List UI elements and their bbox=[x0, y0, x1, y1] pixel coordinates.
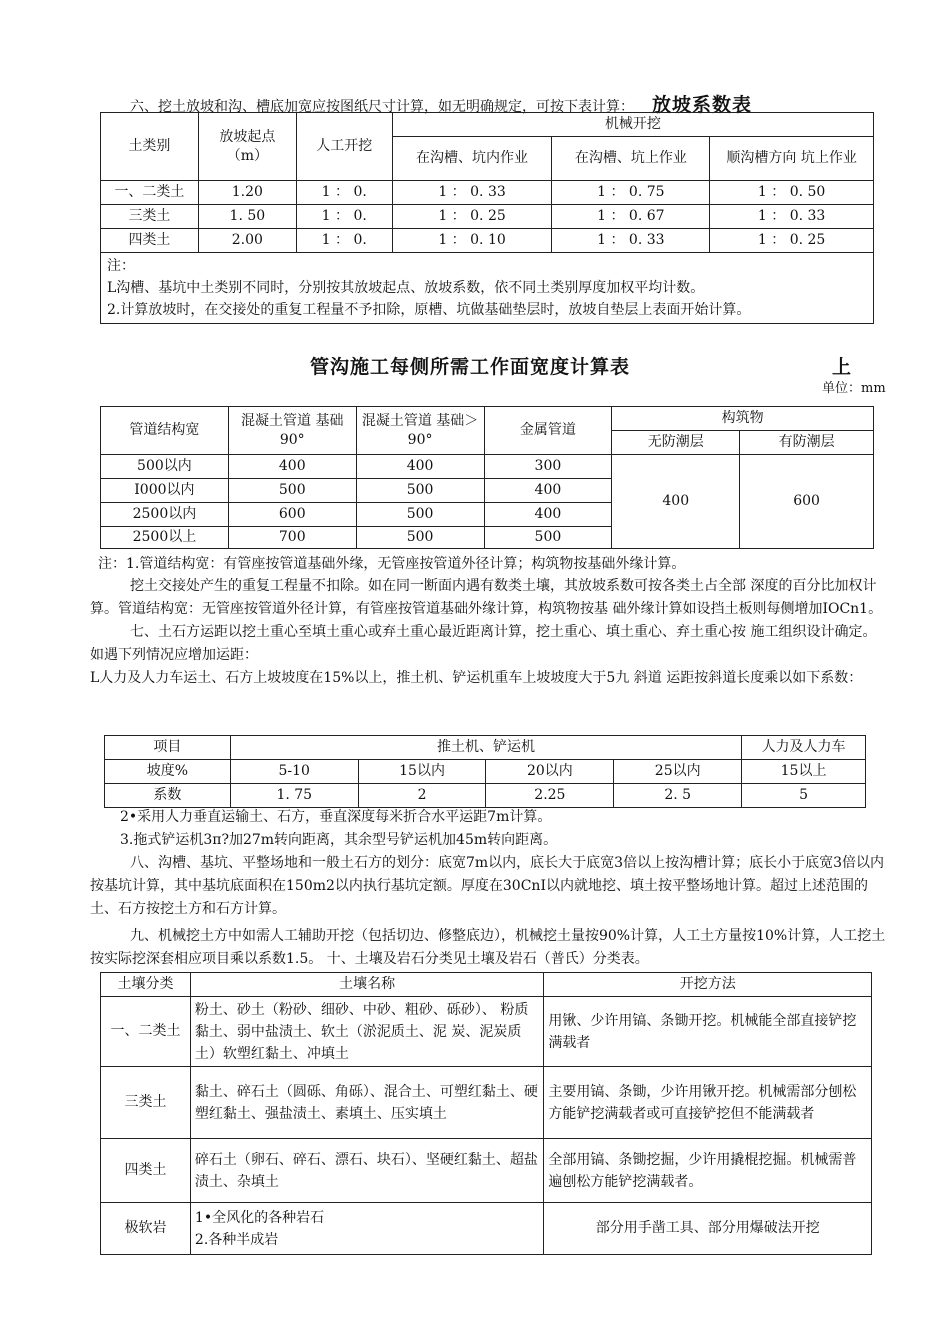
section9-text: 九、机械挖土方中如需人工辅助开挖（包括切边、修整底边），机械挖土量按90%计算，人工土方量按10%计算，人工挖土按实际挖深套相应项目乘以系数1.5。 十、土壤及岩石分类见土壤及岩石（普氏）分类表。 bbox=[90, 928, 886, 967]
header-structure: 构筑物 bbox=[612, 407, 874, 431]
cell-method: 用锹、少许用镐、条锄开挖。机械能全部直接铲挖满载者 bbox=[544, 997, 872, 1067]
header-concrete-gt90: 混凝土管道 基础＞ 90° bbox=[356, 407, 484, 455]
cell-metal: 400 bbox=[484, 479, 612, 503]
cell-cgt90: 400 bbox=[356, 455, 484, 479]
unit-label: 单位：mm bbox=[822, 381, 886, 396]
cell-method: 主要用镐、条锄，少许用锹开挖。机械需部分刨松方能铲挖满载者或可直接铲挖但不能满载者 bbox=[544, 1067, 872, 1139]
side-mark: 上 bbox=[832, 356, 852, 378]
item3-text: 3.拖式铲运机3π?加27m转向距离，其余型号铲运机加45m转向距离。 bbox=[120, 832, 558, 848]
table-row bbox=[101, 1203, 872, 1255]
cell-cgt90: 500 bbox=[356, 527, 484, 549]
soil-classification-table bbox=[100, 972, 872, 1255]
section8-text: 八、沟槽、基坑、平整场地和一般土石方的划分：底宽7m以内，底长大于底宽3倍以上按沟槽计算；底长小于底宽3倍以内按基坑计算，其中基坑底面积在150m2以内执行基坑定额。厚度在30CnI以内就地挖、填土按平整场地计算。超过上述范围的土、石方按挖土方和石方计算。 bbox=[90, 855, 884, 917]
header-with-damp: 有防潮层 bbox=[740, 431, 874, 455]
cell-in-pit: 1 ： 0. 25 bbox=[392, 205, 552, 229]
cell-method: 全部用镐、条锄挖掘，少许用撬棍挖掘。机械需普遍刨松方能铲挖满载者。 bbox=[544, 1139, 872, 1203]
cell-on-pit: 1 ： 0. 33 bbox=[552, 229, 710, 253]
header-no-damp: 无防潮层 bbox=[612, 431, 740, 455]
cell-start: 1. 50 bbox=[198, 205, 296, 229]
table-row bbox=[101, 1139, 872, 1203]
table-row bbox=[105, 784, 866, 808]
cell-metal: 500 bbox=[484, 527, 612, 549]
cell-cgt90: 500 bbox=[356, 503, 484, 527]
cell-c90: 700 bbox=[228, 527, 356, 549]
table-row bbox=[101, 997, 872, 1067]
section7-text: 七、土石方运距以挖土重心至填土重心或弃土重心最近距离计算，挖土重心、填土重心、弃土重心按 施工组织设计确定。如遇下列情况应增加运距： bbox=[90, 624, 877, 663]
cell-soil: 一、二类土 bbox=[101, 181, 199, 205]
soil-name-line-2: 2.各种半成岩 bbox=[194, 1231, 279, 1248]
cell-coef: 1. 75 bbox=[230, 784, 358, 808]
item2-text: 2•采用人力垂直运输土、石方，垂直深度每米折合水平运距7m计算。 bbox=[120, 809, 552, 825]
cell-metal: 400 bbox=[484, 503, 612, 527]
slope-coefficient-table bbox=[100, 112, 874, 324]
header-start-point: 放坡起点（m） bbox=[198, 113, 296, 181]
cell-along: 1 ： 0. 25 bbox=[710, 229, 874, 253]
header-excavation-method: 开挖方法 bbox=[544, 973, 872, 997]
note-overlap: 挖土交接处产生的重复工程量不扣除。如在同一断面内遇有数类土壤，其放坡系数可按各类土占全部 深度的百分比加权计算。管道结构宽：无管座按管道外径计算，有管座按管道基础外缘计算，构筑物按基 础外缘计算如设挡土板则每侧增加IOCn1。 bbox=[90, 578, 883, 617]
cell-slope: 15以上 bbox=[742, 760, 866, 784]
cell-along: 1 ： 0. 50 bbox=[710, 181, 874, 205]
slope-table-title: 放坡系数表 bbox=[652, 94, 753, 116]
cell-soil: 四类土 bbox=[101, 229, 199, 253]
table-row bbox=[105, 760, 866, 784]
cell-in-pit: 1 ： 0. 33 bbox=[392, 181, 552, 205]
cell-width: 500以内 bbox=[101, 455, 229, 479]
cell-soil: 三类土 bbox=[101, 205, 199, 229]
header-soil-name: 土壤名称 bbox=[190, 973, 544, 997]
notes-block-2 bbox=[90, 806, 890, 971]
cell-manual: 1 ： 0. bbox=[296, 181, 392, 205]
cell-slope: 20以内 bbox=[486, 760, 614, 784]
cell-on-pit: 1 ： 0. 75 bbox=[552, 181, 710, 205]
cell-method: 部分用手凿工具、部分用爆破法开挖 bbox=[544, 1203, 872, 1255]
cell-cgt90: 500 bbox=[356, 479, 484, 503]
cell-start: 2.00 bbox=[198, 229, 296, 253]
header-soil-class: 土壤分类 bbox=[101, 973, 191, 997]
note-pipe-width: 注：1.管道结构宽：有管座按管道基础外缘，无管座按管道外径计算；构筑物按基础外缘计算。 bbox=[98, 556, 686, 572]
table-row bbox=[101, 205, 874, 229]
cell-width: 2500以上 bbox=[101, 527, 229, 549]
header-mechanical: 机械开挖 bbox=[392, 113, 873, 137]
header-concrete-90: 混凝土管道 基础90° bbox=[228, 407, 356, 455]
cell-c90: 600 bbox=[228, 503, 356, 527]
slope-factor-table bbox=[104, 735, 866, 808]
table-row bbox=[101, 181, 874, 205]
header-manual: 人工开挖 bbox=[296, 113, 392, 181]
cell-slope: 5-10 bbox=[230, 760, 358, 784]
cell-soil-name: 碎石土（卵石、碎石、漂石、块石）、坚硬红黏土、超盐渍土、杂填土 bbox=[190, 1139, 544, 1203]
slope-table-notes bbox=[101, 253, 874, 324]
cell-along: 1 ： 0. 33 bbox=[710, 205, 874, 229]
cell-slope: 15以内 bbox=[358, 760, 486, 784]
cell-on-pit: 1 ： 0. 67 bbox=[552, 205, 710, 229]
cell-soil-class: 一、二类土 bbox=[101, 997, 191, 1067]
note-1: L沟槽、基坑中土类别不同时，分别按其放坡起点、放坡系数，依不同土类别厚度加权平均计数。 bbox=[107, 280, 705, 296]
label-item: 项目 bbox=[105, 736, 231, 760]
table-row bbox=[101, 1067, 872, 1139]
table-row bbox=[101, 455, 874, 479]
notes-block bbox=[90, 553, 890, 690]
section7-item1: L人力及人力车运土、石方上坡坡度在15%以上，推土机、铲运机重车上坡坡度大于5九 斜道 运距按斜道长度乘以如下系数： bbox=[90, 670, 863, 686]
cell-c90: 500 bbox=[228, 479, 356, 503]
cell-metal: 300 bbox=[484, 455, 612, 479]
header-metal: 金属管道 bbox=[484, 407, 612, 455]
header-in-pit: 在沟槽、坑内作业 bbox=[392, 137, 552, 181]
header-soil-type: 土类别 bbox=[101, 113, 199, 181]
cell-soil-name: 黏土、碎石土（圆砾、角砾）、混合土、可塑红黏土、硬塑红黏土、强盐渍土、素填土、压实填土 bbox=[190, 1067, 544, 1139]
work-face-width-table bbox=[100, 406, 874, 549]
label-machine: 推土机、铲运机 bbox=[230, 736, 741, 760]
cell-coef: 2 bbox=[358, 784, 486, 808]
cell-start: 1.20 bbox=[198, 181, 296, 205]
cell-slope: 25以内 bbox=[614, 760, 742, 784]
cell-soil-name bbox=[190, 1203, 544, 1255]
table-row bbox=[101, 229, 874, 253]
cell-structure-no-damp: 400 bbox=[612, 455, 740, 549]
cell-manual: 1 ： 0. bbox=[296, 229, 392, 253]
header-pipe-width: 管道结构宽 bbox=[101, 407, 229, 455]
cell-coef: 2.25 bbox=[486, 784, 614, 808]
cell-coef: 5 bbox=[742, 784, 866, 808]
work-face-table-title: 管沟施工每侧所需工作面宽度计算表 bbox=[310, 356, 631, 378]
cell-coef: 2. 5 bbox=[614, 784, 742, 808]
cell-soil-name: 粉土、砂土（粉砂、细砂、中砂、粗砂、砾砂）、 粉质黏土、弱中盐渍土、软土（淤泥质土、泥 炭、泥炭质土）软塑红黏土、冲填土 bbox=[190, 997, 544, 1067]
soil-name-line-1: 1•全风化的各种岩石 bbox=[194, 1209, 325, 1226]
cell-soil-class: 四类土 bbox=[101, 1139, 191, 1203]
cell-manual: 1 ： 0. bbox=[296, 205, 392, 229]
cell-in-pit: 1 ： 0. 10 bbox=[392, 229, 552, 253]
section6-intro: 六、挖土放坡和沟、槽底加宽应按图纸尺寸计算，如无明确规定，可按下表计算： bbox=[130, 99, 634, 115]
label-slope: 坡度% bbox=[105, 760, 231, 784]
header-on-pit: 在沟槽、坑上作业 bbox=[552, 137, 710, 181]
cell-soil-class: 三类土 bbox=[101, 1067, 191, 1139]
cell-soil-class: 极软岩 bbox=[101, 1203, 191, 1255]
label-coef: 系数 bbox=[105, 784, 231, 808]
header-along-pit: 顺沟槽方向 坑上作业 bbox=[710, 137, 874, 181]
cell-width: 2500以内 bbox=[101, 503, 229, 527]
note-label: 注： bbox=[107, 258, 135, 274]
cell-c90: 400 bbox=[228, 455, 356, 479]
cell-width: I000以内 bbox=[101, 479, 229, 503]
note-2: 2.计算放坡时，在交接处的重复工程量不予扣除，原槽、坑做基础垫层时，放坡自垫层上表面开始计算。 bbox=[107, 302, 751, 318]
label-manual: 人力及人力车 bbox=[742, 736, 866, 760]
cell-structure-with-damp: 600 bbox=[740, 455, 874, 549]
